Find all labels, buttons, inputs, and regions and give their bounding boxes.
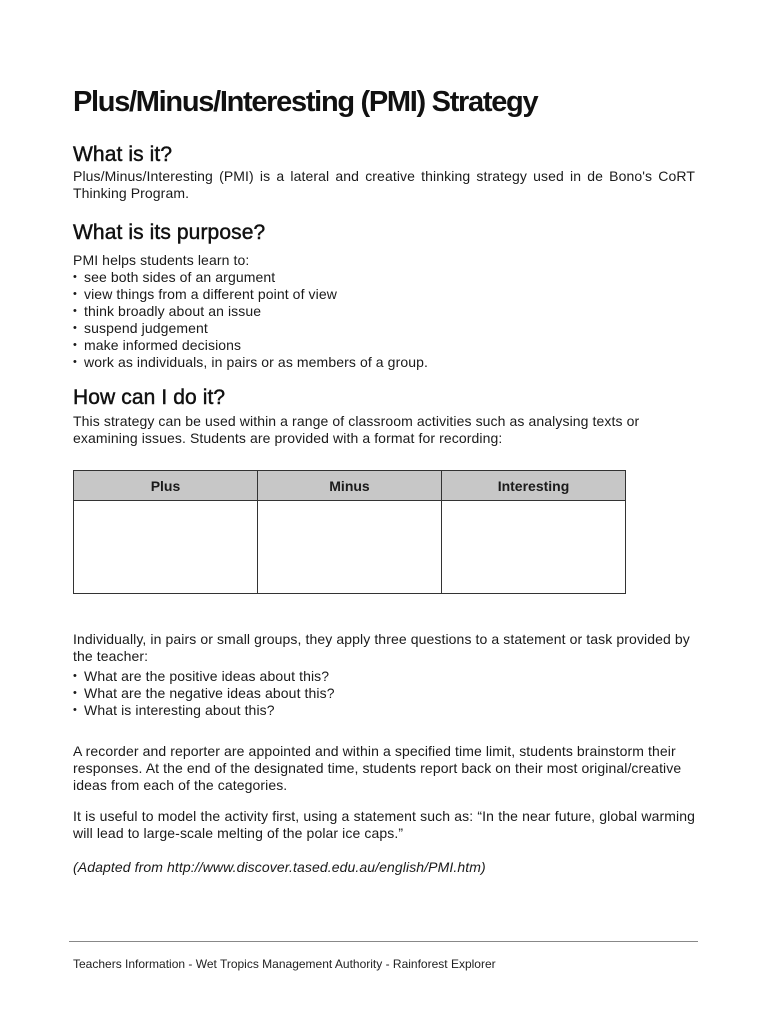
what-is-it-body: Plus/Minus/Interesting (PMI) is a lateral and creative thinking strategy used in de Bono's CoRT Thinking Program. (73, 168, 695, 201)
list-item: • see both sides of an argument (73, 269, 695, 286)
plus-cell (74, 501, 258, 594)
pmi-table (73, 470, 626, 594)
header-plus: Plus (74, 471, 258, 501)
list-item: • What is interesting about this? (73, 702, 695, 719)
list-item: • suspend judgement (73, 320, 695, 337)
page-footer: Teachers Information - Wet Tropics Management Authority - Rainforest Explorer (73, 957, 496, 971)
list-item: • What are the positive ideas about this? (73, 668, 695, 685)
recorder-paragraph: A recorder and reporter are appointed and within a specified time limit, students brainstorm their responses. At the end of the designated time, students report back on their most original/creative ideas from each of the categories. (73, 743, 682, 793)
questions-list (73, 668, 695, 719)
how-body: This strategy can be used within a range of classroom activities such as analysing texts or examining issues. Students are provided with a format for recording: (73, 413, 640, 446)
list-item: • What are the negative ideas about this? (73, 685, 695, 702)
list-item: • work as individuals, in pairs or as members of a group. (73, 354, 695, 371)
model-paragraph: It is useful to model the activity first, using a statement such as: “In the near future, global warming will lead to large-scale melting of the polar ice caps.” (73, 808, 695, 841)
interesting-cell (442, 501, 626, 594)
footer-divider (69, 941, 698, 942)
heading-how: How can I do it? (73, 386, 226, 409)
page-title: Plus/Minus/Interesting (PMI) Strategy (73, 86, 538, 118)
heading-what-is-it: What is it? (73, 143, 173, 166)
list-item: • make informed decisions (73, 337, 695, 354)
source-citation: (Adapted from http://www.discover.tased.edu.au/english/PMI.htm) (73, 859, 486, 875)
purpose-intro: PMI helps students learn to: (73, 252, 250, 268)
minus-cell (258, 501, 442, 594)
table-row (74, 501, 626, 594)
purpose-list (73, 269, 695, 371)
header-interesting: Interesting (442, 471, 626, 501)
header-minus: Minus (258, 471, 442, 501)
questions-intro: Individually, in pairs or small groups, they apply three questions to a statement or task provided by the teacher: (73, 631, 690, 664)
table-header-row (74, 471, 626, 501)
list-item: • view things from a different point of view (73, 286, 695, 303)
heading-purpose: What is its purpose? (73, 221, 266, 244)
list-item: • think broadly about an issue (73, 303, 695, 320)
